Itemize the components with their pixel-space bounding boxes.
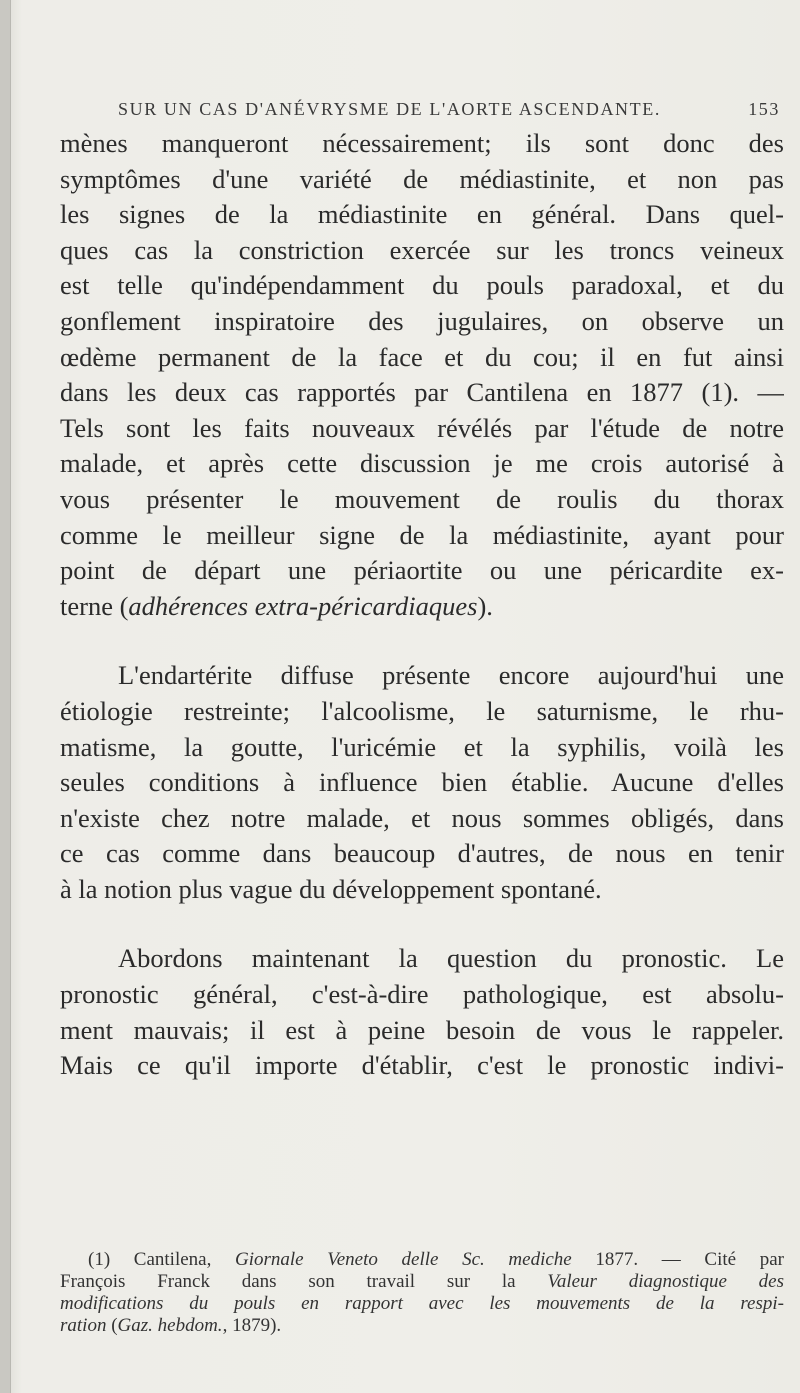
italic-phrase: adhérences extra-péricardiaques <box>128 590 478 621</box>
footnote-line <box>60 1271 784 1293</box>
text-line: est telle qu'indépendamment du pouls paradoxal, et du <box>60 270 784 301</box>
text-line: seules conditions à influence bien établie. Aucune d'elles <box>60 767 784 798</box>
paragraph-gap <box>60 624 784 658</box>
text-line: mènes manqueront nécessairement; ils sont donc des <box>60 128 784 158</box>
text-line: n'existe chez notre malade, et nous sommes obligés, dans <box>60 802 784 833</box>
text-fragment: ). <box>477 590 493 621</box>
text-line: matisme, la goutte, l'uricémie et la syphilis, voilà les <box>60 731 784 762</box>
text-line: les signes de la médiastinite en général. Dans quel- <box>60 199 784 230</box>
footnote-text: 1877. — Cité par <box>571 1249 784 1270</box>
footnote-italic: Valeur diagnostique des <box>547 1271 784 1292</box>
paragraph-gap <box>60 907 784 941</box>
footnote-italic: ration <box>60 1315 107 1336</box>
footnote-text: (1) Cantilena, <box>88 1249 235 1270</box>
footnote-text: ( <box>106 1315 118 1336</box>
text-line: malade, et après cette discussion je me crois autorisé à <box>60 448 784 479</box>
text-line: point de départ une périaortite ou une péricardite ex- <box>60 555 784 586</box>
footnote-text: , 1879). <box>222 1315 282 1336</box>
page-number: 153 <box>748 99 780 119</box>
footnote-text: François Franck dans son travail sur la <box>60 1271 548 1292</box>
text-line: œdème permanent de la face et du cou; il en fut ainsi <box>60 341 784 372</box>
footnote-line <box>60 1249 784 1271</box>
text-line: Mais ce qu'il importe d'établir, c'est le pronostic indivi- <box>60 1050 784 1081</box>
text-line: symptômes d'une variété de médiastinite, et non pas <box>60 163 784 194</box>
text-line: gonflement inspiratoire des jugulaires, on observe un <box>60 305 784 336</box>
running-title: SUR UN CAS D'ANÉVRYSME DE L'AORTE ASCENDANTE. <box>118 99 661 119</box>
footnote <box>60 1249 784 1337</box>
body-text <box>60 126 784 1084</box>
text-line: L'endartérite diffuse présente encore aujourd'hui une <box>118 660 784 691</box>
text-line: comme le meilleur signe de la médiastinite, ayant pour <box>60 519 784 550</box>
footnote-italic: modifications du pouls en rapport avec les mouvements de la respi- <box>60 1293 784 1314</box>
page-binding-edge <box>0 0 11 1393</box>
text-line-last <box>60 589 784 625</box>
text-line: ques cas la constriction exercée sur les troncs veineux <box>60 234 784 265</box>
text-fragment: terne ( <box>60 590 129 621</box>
text-line: Abordons maintenant la question du pronostic. Le <box>118 943 784 974</box>
text-line: ce cas comme dans beaucoup d'autres, de nous en tenir <box>60 838 784 869</box>
text-line: ment mauvais; il est à peine besoin de vous le rappeler. <box>60 1014 784 1045</box>
text-line: à la notion plus vague du développement spontané. <box>60 873 602 904</box>
footnote-line <box>60 1293 784 1315</box>
text-line: Tels sont les faits nouveaux révélés par l'étude de notre <box>60 412 784 443</box>
footnote-italic: Gaz. hebdom. <box>117 1315 223 1336</box>
text-line: dans les deux cas rapportés par Cantilena en 1877 (1). — <box>60 377 784 408</box>
text-line: étiologie restreinte; l'alcoolisme, le saturnisme, le rhu- <box>60 695 784 726</box>
text-line: vous présenter le mouvement de roulis du thorax <box>60 483 784 514</box>
footnote-italic: Giornale Veneto delle Sc. mediche <box>235 1249 572 1270</box>
footnote-line <box>60 1315 784 1337</box>
text-line: pronostic général, c'est-à-dire pathologique, est absolu- <box>60 979 784 1010</box>
